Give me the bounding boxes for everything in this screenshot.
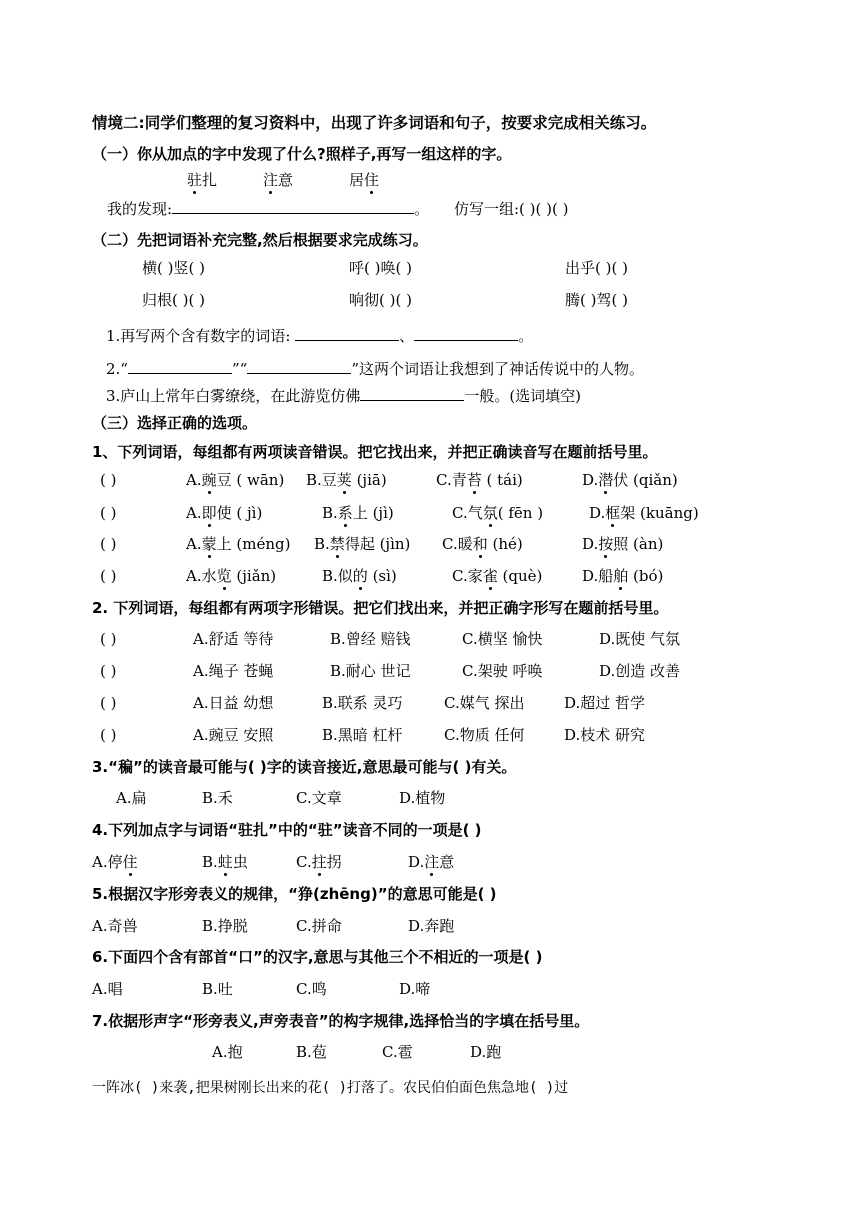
- option-a: A.抱: [212, 1043, 243, 1061]
- option-b: B.系上 (jì): [322, 504, 394, 522]
- imitate-group[interactable]: 仿写一组:( )( )( ): [454, 200, 569, 218]
- option-d: D.植物: [399, 789, 446, 807]
- option-b: B.联系 灵巧: [322, 694, 403, 712]
- section-2-heading: （二）先把词语补充完整,然后根据要求完成练习。: [92, 231, 428, 249]
- option-a: A.即使 ( jì): [186, 504, 263, 522]
- discovery-blank[interactable]: [172, 199, 414, 214]
- option-c: C.物质 任何: [444, 726, 525, 744]
- option-c: C.家雀 (què): [452, 567, 543, 585]
- answer-blank[interactable]: [295, 326, 399, 341]
- example-word-1: 驻扎: [187, 171, 218, 189]
- q3-end: 一般。(选词填空): [464, 387, 582, 405]
- option-d: D.超过 哲学: [564, 694, 646, 712]
- q2-title: 2. 下列词语，每组都有两项字形错误。把它们找出来，并把正确字形写在题前括号里。: [92, 599, 669, 617]
- option-a: A.停住: [92, 853, 138, 871]
- fill-word[interactable]: 横( )竖( ): [142, 259, 205, 277]
- option-c: C.拼命: [296, 917, 342, 935]
- example-dotted-char: 驻: [187, 171, 203, 189]
- answer-paren[interactable]: ( ): [100, 694, 117, 712]
- answer-paren[interactable]: ( ): [100, 471, 117, 489]
- option-a: A.扁: [116, 789, 147, 807]
- option-c: C.媒气 探出: [444, 694, 525, 712]
- option-d: D.注意: [408, 853, 455, 871]
- option-c: C.青苔 ( tái): [436, 471, 523, 489]
- q1-end: 。: [518, 327, 534, 345]
- option-d: D.既使 气氛: [599, 630, 681, 648]
- option-a: A.水览 (jiǎn): [186, 567, 277, 585]
- answer-blank[interactable]: [414, 326, 518, 341]
- option-a: A.豌豆 ( wān): [186, 471, 285, 489]
- answer-paren[interactable]: ( ): [100, 662, 117, 680]
- fill-word[interactable]: 出乎( )( ): [565, 259, 628, 277]
- option-a: A.日益 幼想: [193, 694, 274, 712]
- q2-prefix: 2.“: [106, 360, 128, 378]
- option-b: B.挣脱: [202, 917, 248, 935]
- option-c: C.文章: [296, 789, 342, 807]
- example-dotted-char: 住: [364, 171, 380, 189]
- answer-paren[interactable]: ( ): [100, 726, 117, 744]
- option-a: A.舒适 等待: [193, 630, 274, 648]
- option-d: D.奔跑: [408, 917, 455, 935]
- q5-title: 5.根据汉字形旁表义的规律，“狰(zhēng)”的意思可能是( ): [92, 885, 497, 903]
- option-c: C.鸣: [296, 980, 327, 998]
- option-c: C.横坚 愉快: [462, 630, 543, 648]
- s2-question-1: [106, 326, 533, 346]
- option-d: D.创造 改善: [599, 662, 681, 680]
- option-d: D.框架 (kuāng): [589, 504, 699, 522]
- option-a: A.蒙上 (méng): [186, 535, 291, 553]
- option-c: C.架驶 呼唤: [462, 662, 543, 680]
- option-d: D.潜伏 (qiǎn): [582, 471, 678, 489]
- option-d: D.按照 (àn): [582, 535, 664, 553]
- option-b: B.曾经 赔钱: [330, 630, 411, 648]
- section-1-heading: （一）你从加点的字中发现了什么?照样子,再写一组这样的字。: [92, 145, 512, 163]
- answer-paren[interactable]: ( ): [100, 567, 117, 585]
- option-d: D.跑: [470, 1043, 502, 1061]
- q2-mid: ”“: [231, 360, 248, 378]
- answer-paren[interactable]: ( ): [100, 535, 117, 553]
- option-c: C.气氛( fēn ): [452, 504, 544, 522]
- option-b: B.似的 (sì): [322, 567, 397, 585]
- fill-word[interactable]: 腾( )驾( ): [565, 291, 628, 309]
- fill-word[interactable]: 归根( )( ): [142, 291, 205, 309]
- discovery-row: [107, 199, 429, 219]
- option-b: B.禁得起 (jìn): [314, 535, 411, 553]
- option-b: B.耐心 世记: [330, 662, 411, 680]
- q6-title: 6.下面四个含有部首“口”的汉字,意思与其他三个不相近的一项是( ): [92, 948, 543, 966]
- q1-prefix: 1.再写两个含有数字的词语:: [106, 327, 291, 345]
- option-a: A.奇兽: [92, 917, 138, 935]
- option-a: A.唱: [92, 980, 123, 998]
- q1-sep: 、: [399, 327, 415, 345]
- s2-question-3: [106, 386, 581, 406]
- option-d: D.啼: [399, 980, 431, 998]
- example-dotted-char: 注: [263, 171, 279, 189]
- fill-word[interactable]: 呼( )唤( ): [349, 259, 412, 277]
- option-b: B.吐: [202, 980, 233, 998]
- q2-end: ”这两个词语让我想到了神话传说中的人物。: [351, 360, 644, 378]
- discovery-end: 。: [414, 200, 430, 218]
- option-b: B.蛀虫: [202, 853, 248, 871]
- q4-title: 4.下列加点字与词语“驻扎”中的“驻”读音不同的一项是( ): [92, 821, 482, 839]
- q7-sentence[interactable]: 一阵冰( )来袭,把果树刚长出来的花( )打落了。农民伯伯面色焦急地( )过: [92, 1080, 569, 1096]
- section-3-heading: （三）选择正确的选项。: [92, 414, 258, 432]
- option-b: B.豆荚 (jiā): [306, 471, 387, 489]
- answer-blank[interactable]: [128, 359, 232, 374]
- answer-paren[interactable]: ( ): [100, 504, 117, 522]
- option-d: D.枝术 研究: [564, 726, 646, 744]
- option-a: A.绳子 苍蝇: [193, 662, 274, 680]
- q3-prefix: 3.庐山上常年白雾缭绕，在此游览仿佛: [106, 387, 361, 405]
- option-d: D.船舶 (bó): [582, 567, 664, 585]
- answer-paren[interactable]: ( ): [100, 630, 117, 648]
- option-b: B.苞: [296, 1043, 327, 1061]
- fill-word[interactable]: 响彻( )( ): [349, 291, 412, 309]
- answer-blank[interactable]: [360, 386, 464, 401]
- option-c: C.雹: [382, 1043, 413, 1061]
- example-word-3: 居住: [349, 171, 380, 189]
- page-title: 情境二:同学们整理的复习资料中，出现了许多词语和句子，按要求完成相关练习。: [92, 114, 657, 132]
- q3-title: 3.“稨”的读音最可能与( )字的读音接近,意思最可能与( )有关。: [92, 758, 517, 776]
- discovery-label: 我的发现:: [107, 200, 173, 218]
- q7-title: 7.依据形声字“形旁表义,声旁表音”的构字规律,选择恰当的字填在括号里。: [92, 1012, 590, 1030]
- option-b: B.黑暗 杠杆: [322, 726, 403, 744]
- answer-blank[interactable]: [247, 359, 351, 374]
- option-c: C.暖和 (hé): [442, 535, 523, 553]
- option-c: C.拄拐: [296, 853, 342, 871]
- example-word-2: 注意: [263, 171, 294, 189]
- option-a: A.豌豆 安照: [193, 726, 274, 744]
- option-b: B.禾: [202, 789, 233, 807]
- s2-question-2: [106, 359, 644, 379]
- q1-title: 1、下列词语，每组都有两项读音错误。把它找出来，并把正确读音写在题前括号里。: [92, 443, 658, 461]
